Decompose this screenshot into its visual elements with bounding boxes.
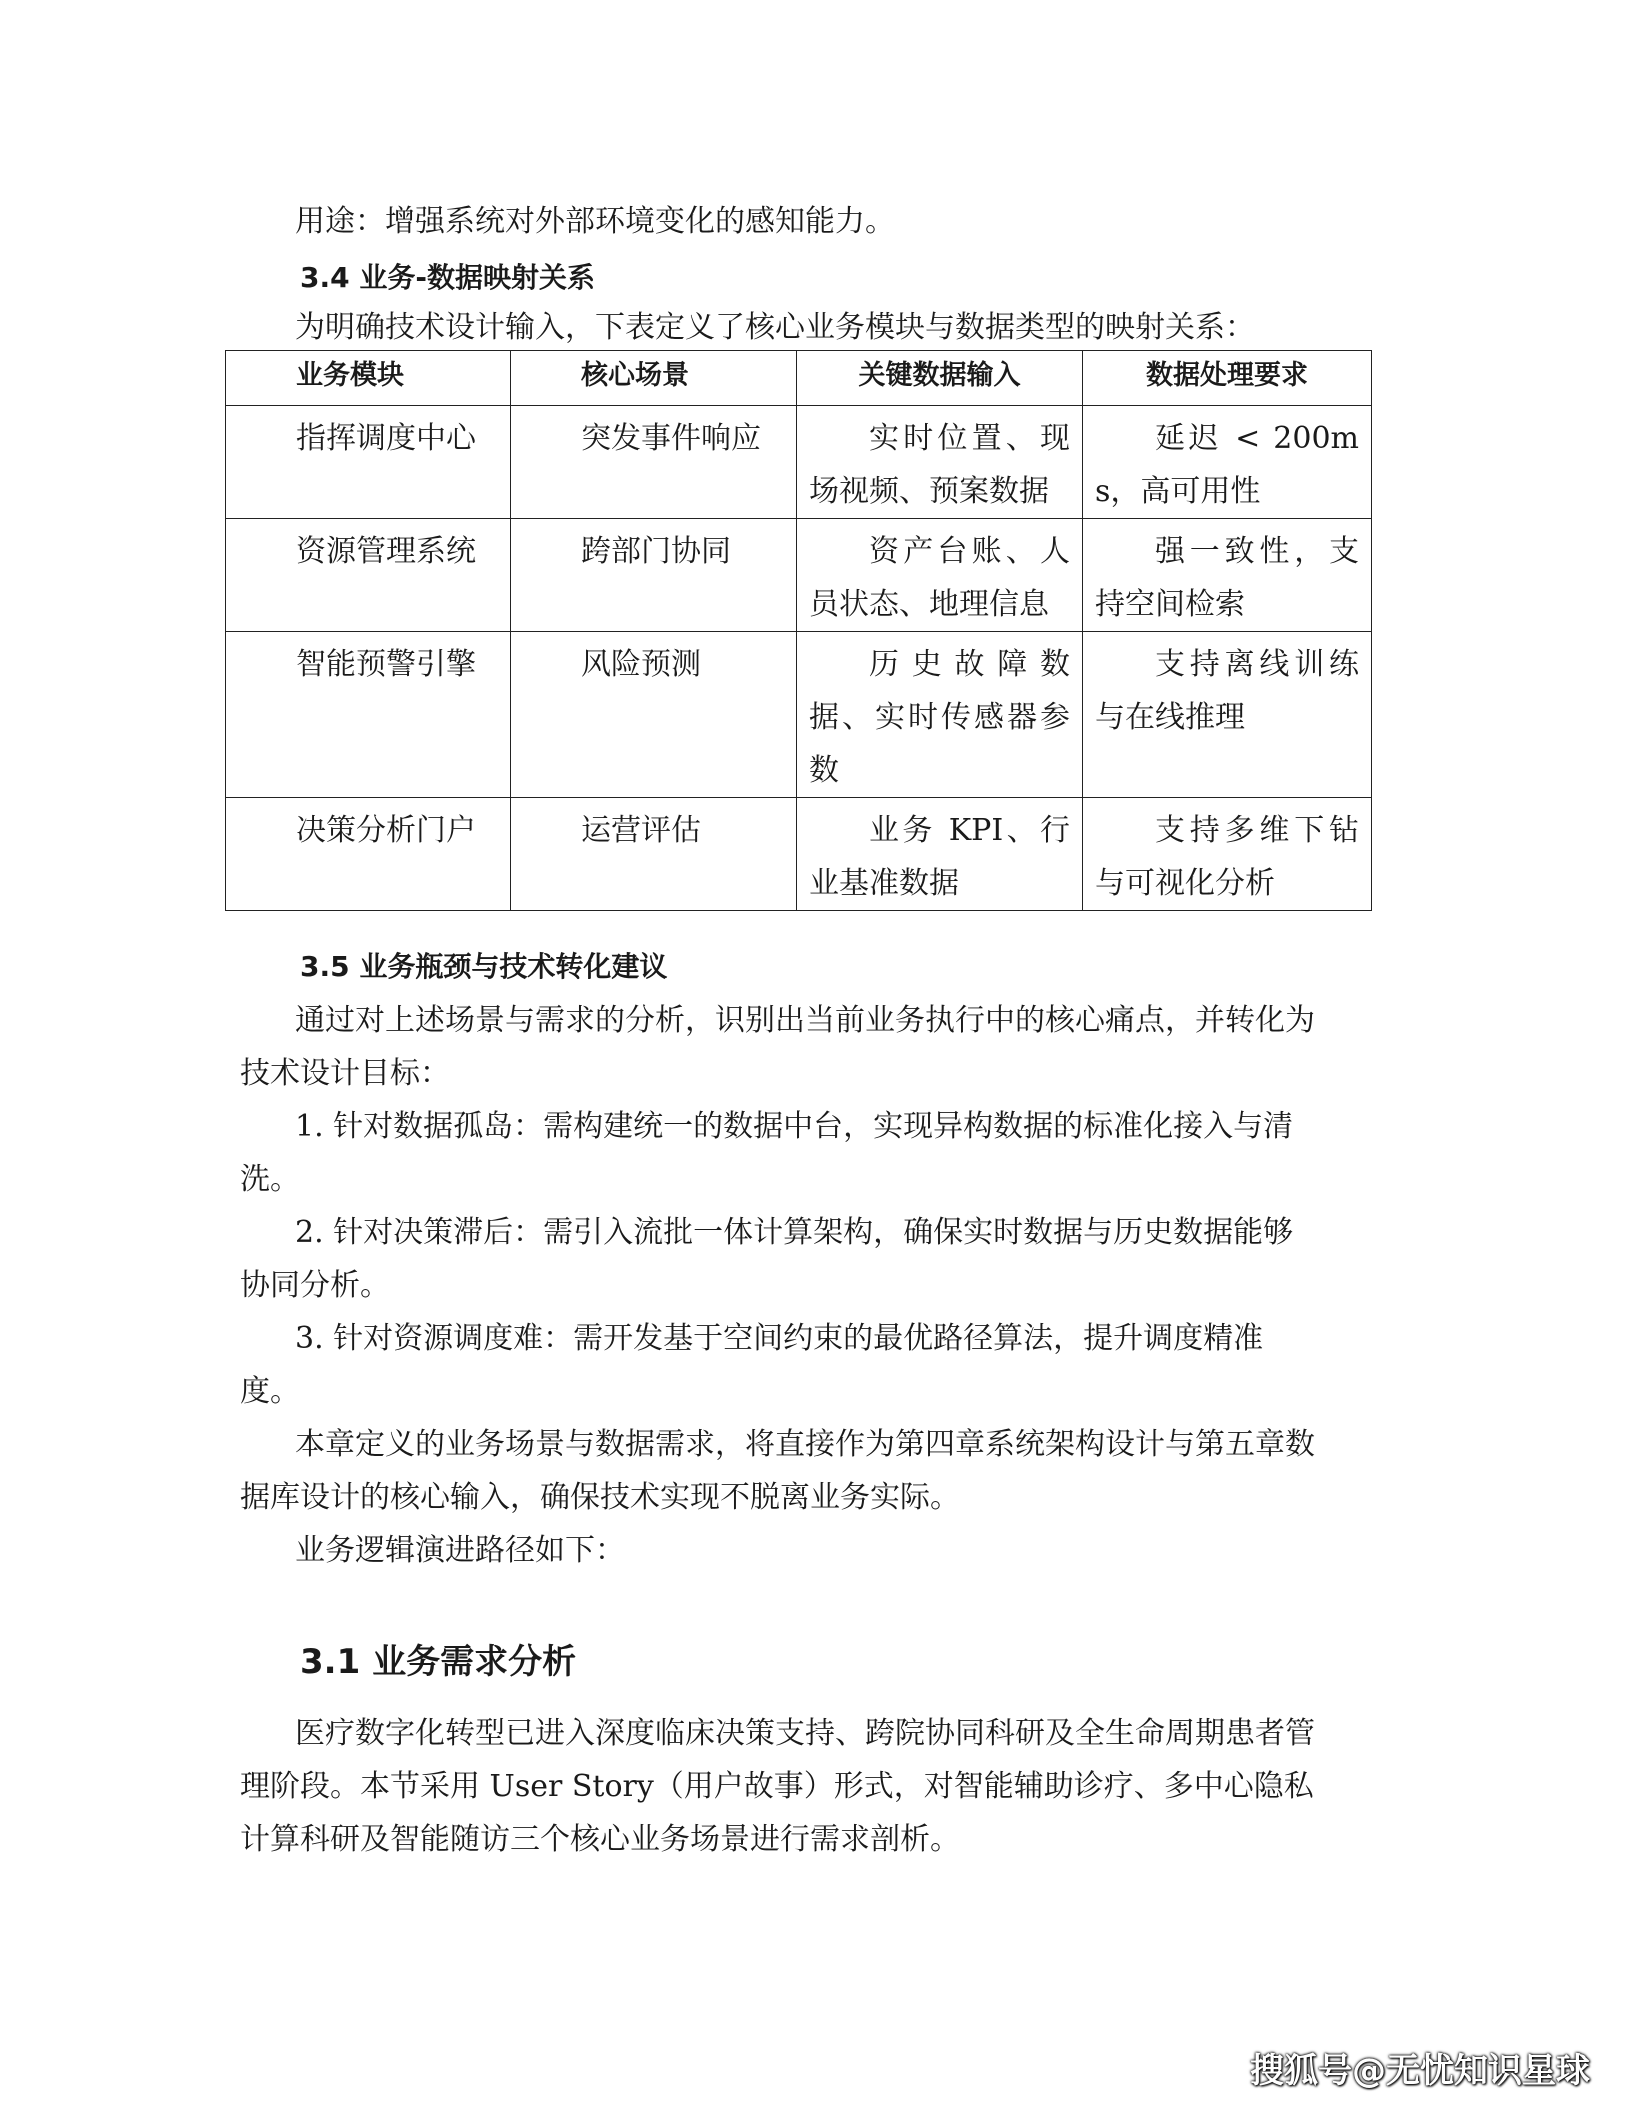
table-header-row bbox=[226, 351, 1372, 406]
list-item-1-line2: 洗。 bbox=[240, 1162, 300, 1197]
section-3-5-para1-line1: 通过对上述场景与需求的分析，识别出当前业务执行中的核心痛点，并转化为 bbox=[295, 1003, 1315, 1038]
list-item-3-line2: 度。 bbox=[240, 1374, 300, 1409]
section-3-1-line3: 计算科研及智能随访三个核心业务场景进行需求剖析。 bbox=[240, 1822, 960, 1857]
cell-scenario: 运营评估 bbox=[511, 798, 797, 911]
table-row bbox=[226, 406, 1372, 519]
cell-module: 指挥调度中心 bbox=[226, 406, 511, 519]
section-3-5-para2-line2: 据库设计的核心输入，确保技术实现不脱离业务实际。 bbox=[240, 1480, 960, 1515]
table-row bbox=[226, 519, 1372, 632]
header-key-data-input: 关键数据输入 bbox=[797, 351, 1083, 406]
cell-scenario: 突发事件响应 bbox=[511, 406, 797, 519]
intro-line: 用途：增强系统对外部环境变化的感知能力。 bbox=[295, 204, 895, 239]
cell-data-input: 实时位置、现场视频、预案数据 bbox=[797, 406, 1083, 519]
cell-scenario: 跨部门协同 bbox=[511, 519, 797, 632]
cell-requirement: 延迟 < 200ms，高可用性 bbox=[1083, 406, 1372, 519]
section-3-5-para1-line2: 技术设计目标： bbox=[240, 1056, 450, 1091]
cell-data-input: 业务 KPI、行业基准数据 bbox=[797, 798, 1083, 911]
watermark: 搜狐号@无忧知识星球 bbox=[1250, 2051, 1590, 2091]
list-item-1-line1: 1. 针对数据孤岛：需构建统一的数据中台，实现异构数据的标准化接入与清 bbox=[295, 1109, 1294, 1144]
list-item-2-line1: 2. 针对决策滞后：需引入流批一体计算架构，确保实时数据与历史数据能够 bbox=[295, 1215, 1294, 1250]
header-core-scenario: 核心场景 bbox=[511, 351, 797, 406]
table-row bbox=[226, 632, 1372, 798]
cell-module: 智能预警引擎 bbox=[226, 632, 511, 798]
business-data-mapping-table bbox=[225, 350, 1372, 911]
list-item-2-line2: 协同分析。 bbox=[240, 1268, 390, 1303]
cell-requirement: 支持多维下钻与可视化分析 bbox=[1083, 798, 1372, 911]
section-3-5-para3: 业务逻辑演进路径如下： bbox=[295, 1533, 625, 1568]
section-3-5-para2-line1: 本章定义的业务场景与数据需求，将直接作为第四章系统架构设计与第五章数 bbox=[295, 1427, 1315, 1462]
cell-data-input: 历史故障数据、实时传感器参数 bbox=[797, 632, 1083, 798]
cell-scenario: 风险预测 bbox=[511, 632, 797, 798]
cell-requirement: 强一致性，支持空间检索 bbox=[1083, 519, 1372, 632]
section-3-1-heading: 3.1 业务需求分析 bbox=[300, 1642, 577, 1682]
section-3-1-line1: 医疗数字化转型已进入深度临床决策支持、跨院协同科研及全生命周期患者管 bbox=[295, 1716, 1315, 1751]
cell-module: 决策分析门户 bbox=[226, 798, 511, 911]
cell-requirement: 支持离线训练与在线推理 bbox=[1083, 632, 1372, 798]
header-processing-requirement: 数据处理要求 bbox=[1083, 351, 1372, 406]
header-business-module: 业务模块 bbox=[226, 351, 511, 406]
table-row bbox=[226, 798, 1372, 911]
list-item-3-line1: 3. 针对资源调度难：需开发基于空间约束的最优路径算法，提升调度精准 bbox=[295, 1321, 1264, 1356]
section-3-5-heading: 3.5 业务瓶颈与技术转化建议 bbox=[300, 950, 668, 983]
section-3-4-intro: 为明确技术设计输入，下表定义了核心业务模块与数据类型的映射关系： bbox=[295, 310, 1255, 345]
cell-module: 资源管理系统 bbox=[226, 519, 511, 632]
section-3-1-line2: 理阶段。本节采用 User Story（用户故事）形式，对智能辅助诊疗、多中心隐私 bbox=[240, 1769, 1314, 1804]
cell-data-input: 资产台账、人员状态、地理信息 bbox=[797, 519, 1083, 632]
section-3-4-heading: 3.4 业务-数据映射关系 bbox=[300, 261, 595, 294]
